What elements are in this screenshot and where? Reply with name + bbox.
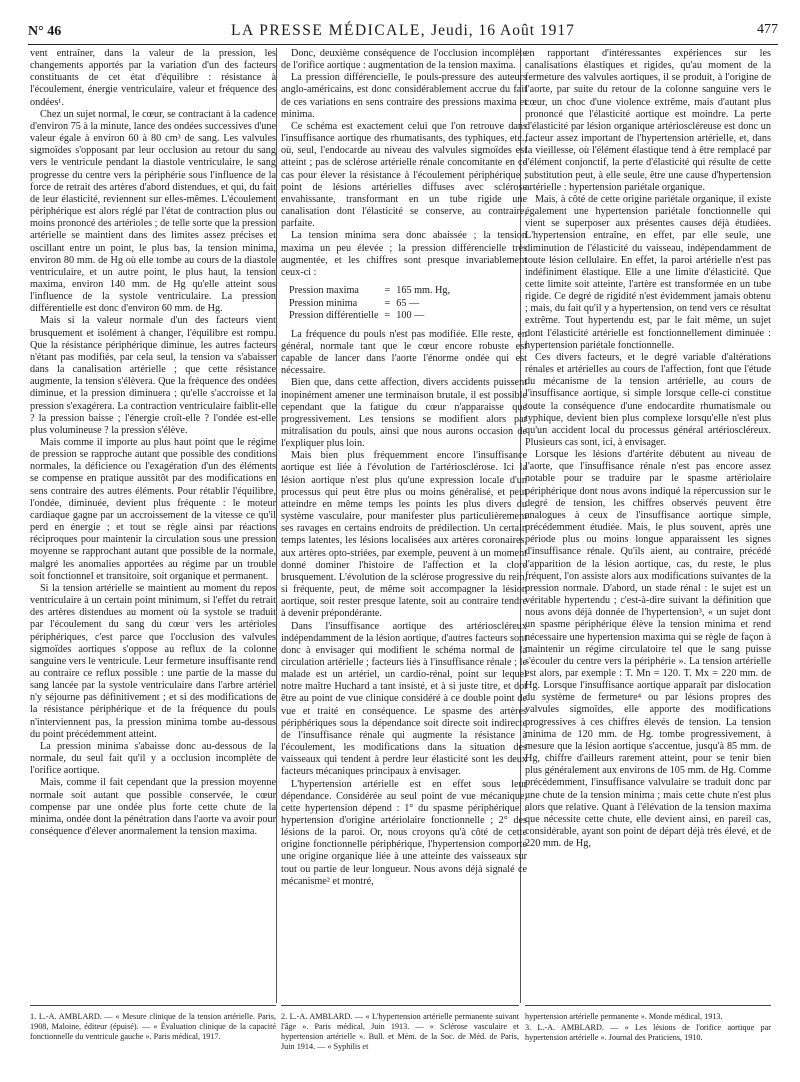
paragraph: en rapportant d'intéressantes expériences sur les canalisations élastiques et rigides, qu'au moment de la fermeture des valvules aortiques, il se produit, à l'origine de l'aorte, par suite du retour de la colonne sanguine vers le cœur, un choc d'une violence extrême, mais d'autant plus prononcé que l'élasticité aortique est moindre. La perte d'élasticité par lésion organique artérioscléreuse est donc un facteur assez important de l'hypertension artérielle, et, dans la vieillesse, où l'élément élastique tend à être remplacé par l'élément conjonctif, la perte d'élasticité qui résulte de cette substitution peut, à elle seule, être une cause d'hypertension artérielle : hypertension pariétale organique. (525, 48, 771, 193)
paragraph: L'hypertension artérielle est en effet sous leur dépendance. Considérée au seul point de vue mécanique, cette hypertension dépend : 1° du spasme périphérique : hypertension d'origine artériolaire fonctionnelle ; 2° des lésions de la paroi. Or, nous croyons qu'à côté de cette origine fonctionnelle périphérique, l'hypertension comporte une origine organique liée à une atteinte des vaisseaux sur tout ou partie de leur longueur. Nous avons déjà signalé ce mécanisme² et montré, (281, 778, 527, 887)
footnotes-column-3 (525, 1005, 771, 1044)
paragraph: Mais bien plus fréquemment encore l'insuffisance aortique est liée à l'évolution de l'artériosclérose. Ici la lésion aortique n'est plus qu'une expression locale d'un processus qui peut être plus ou moins généralisé, et peut atteindre en même temps les points les plus divers du système vasculaire, pour manifester plus particulièrement ses ravages en certains endroits de prédilection. Un certain temps latentes, les lésions localisées aux artères coronaires, aux artères opto-striées, par exemple, peuvent à un moment donné dominer l'histoire de l'affection et la clore brusquement. L'évolution de la sclérose progressive du rein, si fréquente, peut, de même soit accompagner la lésion aortique, soit rester presque latente, soit au contraire tendre à devenir prépondérante. (281, 450, 527, 620)
footnote: hypertension artérielle permanente ». Monde médical, 1913. (525, 1012, 723, 1021)
footnote: 1. L.-A. AMBLARD. — « Mesure clinique de la tension artérielle. Paris, 1908, Maloine, éditeur (épuisé). — « Évaluation clinique de la capacité fonctionnelle du ventricule gauche ». Paris médical, 1917. (30, 1012, 276, 1041)
issue-number: N° 46 (28, 24, 62, 39)
table-row (289, 310, 456, 323)
text-column-2 (281, 48, 527, 888)
paragraph: Mais comme il importe au plus haut point que le régime de pression se rapproche autant que possible des conditions normales, la déficience ou l'exagération d'un des éléments se compense en pratique aussitôt par des modifications en sens contraire des autres éléments. Pour rétablir l'équilibre, l'ondée, diminuée, devient plus fréquente : le moteur cardiaque gagne par un accroissement de la vitesse ce qu'il perd en énergie ; et tout se règle ainsi par réactions réciproques pour maintenir la circulation sous une pression moyenne se rapprochant autant que possible de la normale, malgré les anomalies apportées au régime par un trouble soit fonctionnel et transitoire, soit organique et permanent. (30, 437, 276, 582)
pressure-equals: = (384, 284, 391, 296)
paragraph: Ces divers facteurs, et le degré variable d'altérations rénales et artérielles au cours de l'affection, font que l'étude du mécanisme de la tension artérielle, au cours de l'insuffisance aortique, si simple lorsque celle-ci constitue toute la conséquence d'une endocardite rhumatismale ou typhique, devient bien plus complexe lorsqu'elle n'est plus qu'un accident local du processus général artérioscléreux. Plusieurs cas sont, ici, à envisager. (525, 351, 771, 448)
footnotes-column-1 (30, 1005, 276, 1043)
footnote: 2. L.-A. AMBLARD. — « L'hypertension artérielle permanente suivant l'âge ». Paris médical, Juin 1913. — « Sclérose vasculaire et hypertension artérielle ». Bull. et Mém. de la Soc. de Méd. de Paris, Juin 1914. — « Syphilis et (281, 1012, 519, 1051)
paragraph: La tension minima sera donc abaissée ; la tension maxima un peu élevée ; la pression différencielle très augmentée, et les chiffres sont presque invariablement ceux-ci : (281, 230, 527, 278)
pressure-value: 65 — (396, 297, 420, 309)
paragraph: Bien que, dans cette affection, divers accidents puissent inopinément amener une terminaison brutale, il est possible cependant que la fatigue du cœur n'apparaisse que progressivement. Les tensions se modifient alors par mitralisation du pouls, ainsi que nous aurons occasion de l'expliquer plus loin. (281, 377, 527, 450)
footnote: 3. L.-A. AMBLARD. — « Les lésions de l'orifice aortique par hypertension artérielle ». Journal des Praticiens, 1910. (525, 1023, 771, 1042)
paragraph: La pression différencielle, le pouls-pressure des auteurs anglo-américains, est donc considérablement accrue du fait de ces variations en sens contraire des pressions maxima et minima. (281, 72, 527, 120)
page-number: 477 (757, 22, 778, 37)
text-column-3 (525, 48, 771, 850)
paragraph: Si la tension artérielle se maintient au moment du repos ventriculaire à un certain point minimum, si l'effet du retrait des artères distendues au moment où la systole se traduit par l'écoulement du sang du cœur vers les artérioles périphériques, c'est parce que l'occlusion des valvules sigmoïdes aortiques s'oppose au reflux de la colonne sanguine vers le ventricule. Leur fermeture insuffisante rend au contraire ce reflux possible : une partie de la masse du sang lancée par la systole ventriculaire dans l'arbre artériel n'y séjourne pas définitivement ; et si des modifications de la résistance périphérique et de la fréquence du pouls n'interviennent pas, la pression minima tombe au-dessous du point précédemment atteint. (30, 582, 276, 740)
pressure-equals: = (384, 310, 391, 322)
text-column-1 (30, 48, 276, 838)
paragraph: Mais si la valeur normale d'un des facteurs vient brusquement et isolément à changer, l'équilibre est rompu. Que la résistance périphérique diminue, les autres facteurs n'étant pas modifiés, par cela seul, la tension va s'abaisser dans la canalisation artérielle ; que cette résistance augmente, la tension s'élèvera. Que la fréquence des ondées diminue, et la pression diminuera ; qu'elle s'accroisse et la pression s'exagérera. La contraction ventriculaire faiblit-elle ? la pression baisse ; l'énergie croît-elle ? l'ondée est-elle plus volumineuse ? la pression s'élève. (30, 315, 276, 436)
column-divider (276, 48, 277, 1003)
table-row (289, 298, 456, 311)
paragraph: Chez un sujet normal, le cœur, se contractant à la cadence d'environ 75 à la minute, lance des ondées successives d'une valeur égale à environ 60 à 80 cm³ de sang. Les valvules sigmoïdes s'opposant par leur occlusion au retour du sang vers le ventricule pendant la diastole ventriculaire, le sang progresse du centre vers la périphérie sous l'influence de la force de retrait des artères d'abord distendues, et qui, du fait de leur élasticité, reviennent sur elles-mêmes. L'écoulement périphérique est alors réglé par l'état de contraction plus ou moins prononcé des artérioles ; de telle sorte que la pression artérielle se maintient dans des limites assez précises et oscillant entre un point, le plus bas, la tension minima, environ 80 mm. de Hg où elle tombe au cours de la diastole ventriculaire, et un autre point, le plus haut, la tension maxima, environ 140 mm. de Hg qu'elle atteint sous l'influence de la systole ventriculaire. La pression différentielle est donc d'environ 60 mm. de Hg. (30, 108, 276, 315)
issue-date: Jeudi, 16 Août 1917 (431, 22, 575, 39)
pressure-table (289, 285, 456, 323)
pressure-label: Pression différentielle (289, 310, 379, 322)
paragraph: Lorsque les lésions d'artérite débutent au niveau de l'aorte, que l'insuffisance rénale n'est pas encore assez notable pour se traduire par le spasme artériolaire périphérique dont nous avons indiqué la répercussion sur le degré de tension, les chiffres observés peuvent être analogues à ceux de l'insuffisance aortique simple, précédemment étudiée. Mais, le plus souvent, après une période plus ou moins longue apparaissent les signes d'insuffisance rénale. Qu'ils aient, au contraire, précédé l'apparition de la lésion aortique, cas, du reste, le plus fréquent, l'on assiste alors aux modifications suivantes de la pression normale. D'abord, un stade rénal : le sujet est un véritable hypertendu ; c'est-à-dire suivant la définition que nous avons déjà donnée de l'hypertension³, « un sujet dont un spasme périphérique élève la tension minima et rend nécessaire une hypertension maxima qui se règle de façon à maintenir un régime circulatoire tel que le sang puisse s'écouler du centre vers la périphérie ». La tension artérielle est alors, par exemple : T. Mn = 120. T. Mx = 220 mm. de Hg. Lorsque l'insuffisance aortique apparaît par dislocation du système de fermeture⁴ ou par lésions propres des valvules sigmoïdes, elle apporte des modifications progressives à ces chiffres élevés de tension. La tension minima de 120 mm. de Hg. tombe progressivement, à mesure que la lésion aortique s'accentue, jusqu'à 85 mm. de Hg, chiffre d'ailleurs rarement atteint, pour se tenir bien plus généralement aux environs de 105 mm. de Hg. Comme précédemment, l'insuffisance valvulaire se traduit donc par une chute de la tension minima ; mais cette chute n'est plus alors que relative. Quant à l'élévation de la tension maxima que nécessite cette chute, elle devient ainsi, en pareil cas, considérable, ayant son point de départ déjà très élevé, et de 220 mm. de Hg, (525, 449, 771, 850)
table-row (289, 285, 456, 298)
pressure-value: 100 — (396, 310, 425, 322)
paragraph: Donc, deuxième conséquence de l'occlusion incomplète de l'orifice aortique : augmentation de la tension maxima. (281, 48, 527, 72)
pressure-label: Pression maxima (289, 284, 359, 296)
paragraph: Ce schéma est exactement celui que l'on retrouve dans l'insuffisance aortique des rhumatisants, des typhiques, etc., où, seul, l'endocarde au niveau des valvules sigmoïdes est atteint ; pas de sclérose artérielle rénale concomitante en ce cas pour élever la résistance à l'écoulement périphérique ; point de lésions artérielles diffuses avec sclérose envahissante, transformant en un tube rigide une canalisation dont l'élasticité se conserve, au contraire, parfaite. (281, 120, 527, 230)
paragraph: La pression minima s'abaisse donc au-dessous de la normale, du seul fait qu'il y a occlusion incomplète de l'orifice aortique. (30, 740, 276, 777)
paragraph: vent entraîner, dans la valeur de la pression, les changements apportés par la variation d'un des facteurs constituants de cet état d'équilibre : résistance à l'écoulement, énergie ventriculaire, valeur et fréquence des ondées¹. (30, 48, 276, 108)
paragraph: Dans l'insuffisance aortique des artérioscléreux indépendamment de la lésion aortique, d'autres facteurs sont donc à envisager qui modifient le schéma normal de la circulation artérielle ; facteurs liés à l'insuffisance rénale ; le malade est un artériel, un cardio-rénal, point sur lequel notre maître Huchard a tant insisté, et à si juste titre, et dot être au point de vue clinique considéré à ce double point de vue et traité en conséquence. Le spasme des artères périphériques sous la dépendance soit directe soit indirecte de l'insuffisance rénale qui augmente la résistance à l'écoulement, les modifications dans la situation des vaisseaux qui tendent à perdre leur élasticité sont les deux facteurs mécaniques principaux à envisager. (281, 620, 527, 778)
paragraph: La fréquence du pouls n'est pas modifiée. Elle reste, en général, normale tant que le cœur encore robuste est capable de lancer dans l'aorte l'énorme ondée qui est nécessaire. (281, 328, 527, 377)
pressure-value: 165 mm. Hg, (396, 284, 451, 296)
pressure-equals: = (384, 297, 391, 309)
page-header (28, 4, 778, 45)
pressure-label: Pression minima (289, 297, 358, 309)
publication-title: LA PRESSE MÉDICALE, (231, 22, 427, 39)
running-title (28, 22, 778, 40)
paragraph: Mais, à côté de cette origine pariétale organique, il existe également une hypertension pariétale fonctionnelle qui vient se superposer aux présentes causes déjà étudiées. L'hypertension entraîne, en effet, par elle seule, une diminution de l'élasticité du vaisseau, indépendamment de toute lésion cellulaire. En effet, la paroi artérielle n'est pas indéfiniment élastique. Elle a une limite d'élasticité. Que cette limite soit atteinte, l'artère est transformée en un tube rigide. Ce degré de rigidité n'est évidemment jamais obtenu ; mais, du fait qu'il y a hypertension, on tend vers ce résultat extrême. Tout hypertendu est, par le fait même, un sujet dont l'élasticité artérielle est fonctionnellement diminuée : hypertension pariétale fonctionnelle. (525, 193, 771, 351)
footnotes-column-2 (281, 1005, 519, 1053)
paragraph: Mais, comme il fait cependant que la pression moyenne normale soit autant que possible conservée, le cœur compense par une ondée plus forte cette chute de la minima, ondée dont la pénétration dans l'aorte va avoir pour conséquence d'élever anormalement la tension maxima. (30, 777, 276, 837)
